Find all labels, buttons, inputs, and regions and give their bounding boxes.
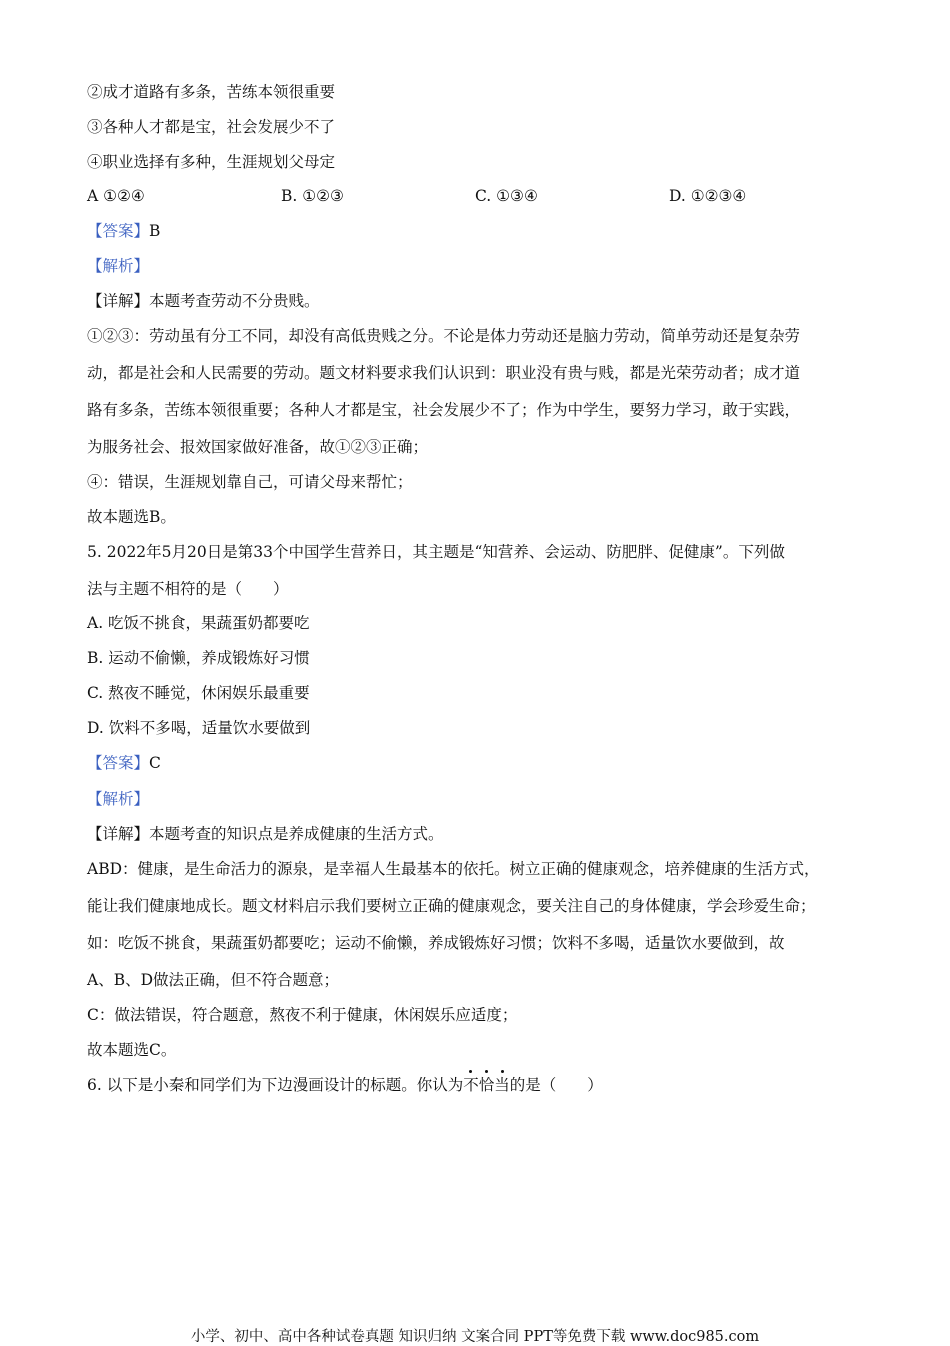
q4-option-c: C. ①③④ (475, 187, 538, 205)
q5-detail-line: ABD：健康，是生命活力的源泉，是幸福人生最基本的依托。树立正确的健康观念，培养健康的生活方式， (87, 860, 820, 878)
q5-analysis-tag: 【解析】 (87, 790, 150, 808)
q5-option-a: A. 吃饭不挑食，果蔬蛋奶都要吃 (87, 614, 310, 632)
q4-option-a: A ①②④ (87, 187, 145, 205)
q5-detail-line: 故本题选C。 (87, 1041, 177, 1059)
q4-detail-line: 【详解】本题考查劳动不分贵贱。 (87, 292, 320, 310)
q5-detail-line: 如：吃饭不挑食，果蔬蛋奶都要吃；运动不偷懒，养成锻炼好习惯；饮料不多喝，适量饮水要做到，故 (87, 934, 785, 952)
q4-option-b: B. ①②③ (281, 187, 344, 205)
answer-tag: 【答案】 (87, 222, 150, 240)
q5-stem-line: 5. 2022年5月20日是第33个中国学生营养日，其主题是“知营养、会运动、防肥胖、促健康”。下列做 (87, 543, 785, 561)
q5-stem-line: 法与主题不相符的是（ ） (87, 580, 289, 598)
q6-stem (87, 1075, 603, 1095)
q5-answer (87, 753, 161, 773)
q4-detail-line: ①②③：劳动虽有分工不同，却没有高低贵贱之分。不论是体力劳动还是脑力劳动，简单劳动还是复杂劳 (87, 327, 801, 345)
q4-item-4: ④职业选择有多种，生涯规划父母定 (87, 153, 336, 171)
emphasized-char: 恰 (478, 1076, 495, 1094)
q4-answer (87, 221, 160, 241)
emphasized-char: 当 (494, 1076, 510, 1094)
q4-item-3: ③各种人才都是宝，社会发展少不了 (87, 118, 336, 136)
q5-option-d: D. 饮料不多喝，适量饮水要做到 (87, 719, 311, 737)
q4-analysis-tag: 【解析】 (87, 257, 150, 275)
q6-stem-after: 的是（ ） (509, 1076, 603, 1094)
q5-detail-line: 【详解】本题考查的知识点是养成健康的生活方式。 (87, 825, 444, 843)
answer-value: C (149, 754, 161, 772)
q4-detail-line: 路有多条，苦练本领很重要；各种人才都是宝，社会发展少不了；作为中学生，要努力学习，敢于实践， (87, 401, 801, 419)
q5-option-b: B. 运动不偷懒，养成锻炼好习惯 (87, 649, 310, 667)
q4-detail-line: ④：错误，生涯规划靠自己，可请父母来帮忙； (87, 473, 413, 491)
q5-detail-line: C：做法错误，符合题意，熬夜不利于健康，休闲娱乐应适度； (87, 1006, 518, 1024)
q4-detail-line: 故本题选B。 (87, 508, 176, 526)
q4-option-d: D. ①②③④ (669, 187, 747, 205)
emphasized-char: 不 (463, 1076, 479, 1094)
q4-detail-line: 动，都是社会和人民需要的劳动。题文材料要求我们认识到：职业没有贵与贱，都是光荣劳动者；成才道 (87, 364, 801, 382)
page-footer: 小学、初中、高中各种试卷真题 知识归纳 文案合同 PPT等免费下载 www.doc985.com (190, 1329, 760, 1345)
q5-detail-line: 能让我们健康地成长。题文材料启示我们要树立正确的健康观念，要关注自己的身体健康，学会珍爱生命； (87, 897, 816, 915)
q5-option-c: C. 熬夜不睡觉，休闲娱乐最重要 (87, 684, 310, 702)
q4-item-2: ②成才道路有多条，苦练本领很重要 (87, 83, 336, 101)
q4-detail-line: 为服务社会、报效国家做好准备，故①②③正确； (87, 438, 429, 456)
q5-detail-line: A、B、D做法正确，但不符合题意； (87, 971, 340, 989)
answer-tag: 【答案】 (87, 754, 150, 772)
q6-stem-before: 6. 以下是小秦和同学们为下边漫画设计的标题。你认为 (87, 1076, 464, 1094)
answer-value: B (149, 222, 161, 240)
